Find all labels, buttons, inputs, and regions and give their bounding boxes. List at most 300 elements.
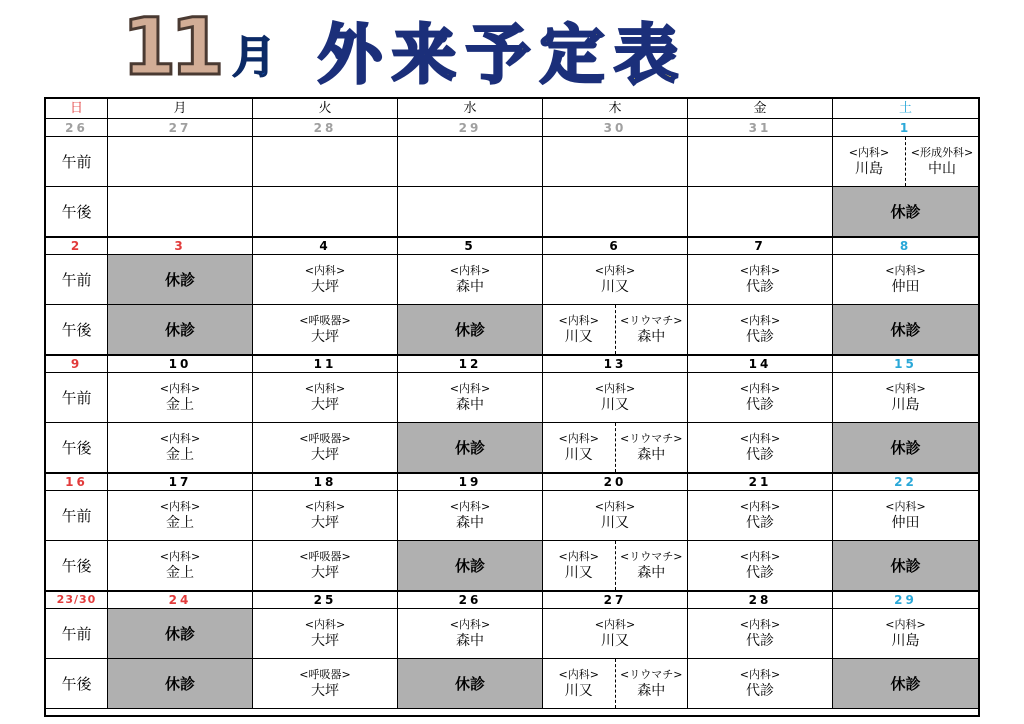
- date-cell: [833, 473, 979, 491]
- date-cell: [108, 473, 253, 491]
- doctor-name: 森中: [456, 514, 484, 531]
- date-cell: [46, 355, 108, 373]
- date-number: 28: [748, 593, 772, 607]
- split-half: [616, 305, 688, 354]
- slot-label-text: 午前: [61, 389, 92, 407]
- schedule-cell: [543, 541, 688, 591]
- department-label: <内科>: [594, 263, 636, 277]
- title-area: [0, 0, 1024, 96]
- doctor-name: 代診: [746, 514, 774, 531]
- date-number: 21: [748, 475, 772, 489]
- schedule-cell: [253, 609, 398, 659]
- date-number: 28: [313, 121, 337, 135]
- closed-label: 休診: [890, 675, 921, 693]
- date-number: 7: [754, 239, 766, 253]
- department-label: <内科>: [594, 499, 636, 513]
- schedule-cell: [398, 255, 543, 305]
- schedule-cell: [543, 373, 688, 423]
- weekday-header: [543, 99, 688, 119]
- weekday-label: 水: [463, 101, 477, 116]
- schedule-cell: [108, 423, 253, 473]
- schedule-entry: [108, 541, 252, 590]
- closed-cell: [833, 187, 979, 237]
- schedule-entry: [398, 255, 542, 304]
- schedule-cell: [108, 137, 253, 187]
- date-cell: [688, 119, 833, 137]
- date-cell: [253, 237, 398, 255]
- date-number: 18: [313, 475, 337, 489]
- schedule-entry: [833, 373, 978, 422]
- date-number: 25: [313, 593, 337, 607]
- date-number: 6: [609, 239, 621, 253]
- closed-label: 休診: [164, 321, 195, 339]
- department-label: <内科>: [304, 263, 346, 277]
- department-label: <内科>: [594, 617, 636, 631]
- date-number: 17: [168, 475, 192, 489]
- schedule-cell: [688, 373, 833, 423]
- slot-label-text: 午前: [61, 507, 92, 525]
- closed-label: 休診: [890, 203, 921, 221]
- schedule-entry: [253, 255, 397, 304]
- split-half: [616, 541, 688, 590]
- date-cell: [543, 355, 688, 373]
- doctor-name: 川又: [564, 328, 593, 345]
- split-half: [543, 541, 616, 590]
- doctor-name: 川又: [601, 396, 629, 413]
- date-number: 3: [174, 239, 186, 253]
- closed-cell: [398, 305, 543, 355]
- weekday-header: [46, 99, 108, 119]
- doctor-name: 川又: [564, 564, 593, 581]
- schedule-entry: [253, 541, 397, 590]
- schedule-cell: [688, 255, 833, 305]
- doctor-name: 川又: [601, 632, 629, 649]
- schedule-entry: [253, 423, 397, 472]
- doctor-name: 代診: [746, 632, 774, 649]
- schedule-cell: [253, 255, 398, 305]
- date-cell: [108, 119, 253, 137]
- schedule-cell: [398, 187, 543, 237]
- closed-label: 休診: [454, 321, 485, 339]
- weekday-header: [398, 99, 543, 119]
- department-label: <内科>: [885, 499, 926, 513]
- department-label: <内科>: [558, 313, 599, 327]
- closed-cell: [398, 423, 543, 473]
- date-cell: [46, 119, 108, 137]
- slot-label-text: 午後: [61, 439, 92, 457]
- slot-label: [46, 187, 108, 237]
- split-half: [543, 305, 616, 354]
- date-number: 14: [748, 357, 772, 371]
- title-month-unit: 月: [232, 32, 276, 83]
- date-number: 29: [458, 121, 482, 135]
- department-label: <内科>: [739, 313, 781, 327]
- schedule-cell: [108, 373, 253, 423]
- weekday-label: 日: [69, 101, 83, 116]
- department-label: <内科>: [449, 381, 491, 395]
- schedule-entry: [398, 609, 542, 658]
- title-main: 外来予定表: [318, 19, 688, 93]
- date-number: 8: [899, 239, 912, 253]
- doctor-name: 大坪: [311, 396, 339, 413]
- date-number: 22: [894, 475, 917, 489]
- department-label: <内科>: [885, 381, 926, 395]
- schedule-cell: [543, 255, 688, 305]
- schedule-cell: [253, 373, 398, 423]
- date-number: 24: [168, 593, 192, 607]
- slot-label-text: 午前: [61, 625, 92, 643]
- schedule-entry: [398, 373, 542, 422]
- schedule-cell: [543, 305, 688, 355]
- schedule-entry: [543, 491, 687, 540]
- doctor-name: 川島: [855, 160, 883, 177]
- date-cell: [108, 591, 253, 609]
- date-number: 2: [70, 239, 83, 253]
- date-cell: [46, 237, 108, 255]
- schedule-table: [44, 97, 980, 717]
- department-label: <内科>: [885, 617, 926, 631]
- date-number: 13: [603, 357, 627, 371]
- date-number: 12: [458, 357, 482, 371]
- department-label: <リウマチ>: [620, 667, 683, 681]
- doctor-name: 大坪: [311, 632, 339, 649]
- slot-label: [46, 491, 108, 541]
- split-entry: [543, 541, 687, 590]
- schedule-cell: [833, 609, 979, 659]
- weekday-header: [688, 99, 833, 119]
- doctor-name: 森中: [456, 396, 484, 413]
- doctor-name: 川島: [891, 632, 920, 649]
- closed-cell: [833, 659, 979, 709]
- department-label: <内科>: [739, 381, 781, 395]
- date-cell: [253, 473, 398, 491]
- schedule-cell: [688, 305, 833, 355]
- closed-cell: [833, 541, 979, 591]
- closed-label: 休診: [890, 321, 921, 339]
- date-number: 19: [458, 475, 482, 489]
- doctor-name: 大坪: [311, 328, 339, 345]
- weekday-header: [253, 99, 398, 119]
- date-number: 16: [65, 475, 88, 489]
- schedule-cell: [688, 609, 833, 659]
- slot-label: [46, 255, 108, 305]
- schedule-entry: [253, 609, 397, 658]
- schedule-cell: [253, 187, 398, 237]
- department-label: <内科>: [159, 549, 201, 563]
- schedule-entry: [398, 491, 542, 540]
- doctor-name: 仲田: [891, 514, 920, 531]
- closed-cell: [398, 659, 543, 709]
- split-entry: [543, 659, 687, 708]
- doctor-name: 大坪: [311, 278, 339, 295]
- doctor-name: 大坪: [311, 514, 339, 531]
- schedule-entry: [833, 255, 978, 304]
- department-label: <呼吸器>: [299, 667, 351, 681]
- slot-label: [46, 541, 108, 591]
- closed-label: 休診: [164, 675, 195, 693]
- schedule-cell: [253, 137, 398, 187]
- doctor-name: 大坪: [311, 446, 339, 463]
- slot-label-text: 午後: [61, 203, 92, 221]
- doctor-name: 川又: [564, 446, 593, 463]
- date-number: 27: [168, 121, 192, 135]
- schedule-cell: [253, 659, 398, 709]
- closed-cell: [833, 423, 979, 473]
- department-label: <呼吸器>: [299, 431, 351, 445]
- date-cell: [543, 119, 688, 137]
- date-number: 26: [458, 593, 482, 607]
- date-number: 20: [603, 475, 627, 489]
- department-label: <内科>: [848, 145, 890, 159]
- date-number: 4: [319, 239, 331, 253]
- split-entry: [543, 305, 687, 354]
- schedule-cell: [543, 187, 688, 237]
- date-number: 31: [748, 121, 772, 135]
- date-cell: [398, 119, 543, 137]
- slot-label-text: 午後: [61, 675, 92, 693]
- doctor-name: 金上: [166, 446, 194, 463]
- schedule-entry: [253, 659, 397, 708]
- schedule-cell: [688, 491, 833, 541]
- date-cell: [108, 355, 253, 373]
- doctor-name: 中山: [928, 160, 956, 177]
- split-half: [543, 423, 616, 472]
- slot-label: [46, 373, 108, 423]
- weekday-label: 火: [318, 101, 332, 116]
- date-number: 27: [603, 593, 627, 607]
- slot-label: [46, 137, 108, 187]
- department-label: <内科>: [739, 617, 781, 631]
- date-cell: [688, 473, 833, 491]
- split-half: [906, 137, 978, 186]
- date-number: 9: [70, 357, 83, 371]
- doctor-name: 森中: [637, 446, 666, 463]
- slot-label-text: 午後: [61, 321, 92, 339]
- doctor-name: 代診: [746, 682, 774, 699]
- schedule-cell: [253, 491, 398, 541]
- split-entry: [543, 423, 687, 472]
- schedule-cell: [398, 137, 543, 187]
- department-label: <内科>: [159, 381, 201, 395]
- schedule-cell: [543, 423, 688, 473]
- department-label: <内科>: [304, 381, 346, 395]
- doctor-name: 川島: [891, 396, 920, 413]
- slot-label: [46, 659, 108, 709]
- closed-cell: [833, 305, 979, 355]
- department-label: <形成外科>: [910, 145, 974, 159]
- department-label: <呼吸器>: [299, 313, 351, 327]
- weekday-label: 土: [898, 101, 912, 116]
- schedule-cell: [688, 659, 833, 709]
- slot-label-text: 午後: [61, 557, 92, 575]
- date-number: 1: [899, 121, 912, 135]
- schedule-entry: [688, 541, 832, 590]
- department-label: <内科>: [739, 667, 781, 681]
- schedule-entry: [543, 609, 687, 658]
- closed-label: 休診: [454, 557, 485, 575]
- doctor-name: 川又: [601, 514, 629, 531]
- schedule-cell: [833, 373, 979, 423]
- closed-label: 休診: [164, 271, 195, 289]
- schedule-cell: [543, 137, 688, 187]
- department-label: <内科>: [594, 381, 636, 395]
- title-month-number: 11: [122, 3, 219, 93]
- date-cell: [543, 473, 688, 491]
- slot-label: [46, 609, 108, 659]
- schedule-entry: [108, 373, 252, 422]
- doctor-name: 川又: [564, 682, 593, 699]
- date-cell: [833, 355, 979, 373]
- date-cell: [46, 473, 108, 491]
- schedule-cell: [543, 491, 688, 541]
- schedule-cell: [108, 187, 253, 237]
- date-cell: [253, 355, 398, 373]
- schedule-entry: [833, 491, 978, 540]
- schedule-cell: [833, 137, 979, 187]
- doctor-name: 森中: [456, 632, 484, 649]
- department-label: <リウマチ>: [620, 549, 683, 563]
- doctor-name: 仲田: [891, 278, 920, 295]
- weekday-header: [108, 99, 253, 119]
- date-cell: [398, 591, 543, 609]
- schedule-cell: [108, 491, 253, 541]
- schedule-entry: [688, 255, 832, 304]
- date-number: 26: [65, 121, 88, 135]
- date-number: 23/30: [56, 593, 97, 606]
- weekday-label: 金: [753, 101, 767, 116]
- date-cell: [46, 591, 108, 609]
- department-label: <リウマチ>: [620, 313, 683, 327]
- date-cell: [833, 237, 979, 255]
- date-cell: [253, 119, 398, 137]
- doctor-name: 森中: [637, 682, 666, 699]
- schedule-cell: [688, 137, 833, 187]
- date-cell: [688, 355, 833, 373]
- split-entry: [833, 137, 978, 186]
- doctor-name: 代診: [746, 396, 774, 413]
- closed-label: 休診: [890, 439, 921, 457]
- date-cell: [108, 237, 253, 255]
- date-number: 29: [894, 593, 917, 607]
- doctor-name: 代診: [746, 328, 774, 345]
- department-label: <内科>: [885, 263, 926, 277]
- schedule-cell: [833, 255, 979, 305]
- date-number: 30: [603, 121, 627, 135]
- schedule-cell: [688, 541, 833, 591]
- department-label: <内科>: [159, 499, 201, 513]
- department-label: <内科>: [558, 549, 599, 563]
- closed-label: 休診: [164, 625, 195, 643]
- split-half: [616, 423, 688, 472]
- doctor-name: 森中: [637, 564, 666, 581]
- schedule-entry: [108, 423, 252, 472]
- split-half: [833, 137, 906, 186]
- date-cell: [398, 237, 543, 255]
- date-cell: [833, 119, 979, 137]
- doctor-name: 金上: [166, 396, 194, 413]
- doctor-name: 代診: [746, 564, 774, 581]
- department-label: <呼吸器>: [299, 549, 351, 563]
- slot-label-text: 午前: [61, 153, 92, 171]
- schedule-cell: [833, 491, 979, 541]
- schedule-entry: [688, 423, 832, 472]
- schedule-entry: [833, 609, 978, 658]
- department-label: <リウマチ>: [620, 431, 683, 445]
- closed-label: 休診: [454, 675, 485, 693]
- schedule-entry: [253, 305, 397, 354]
- doctor-name: 代診: [746, 278, 774, 295]
- schedule-entry: [108, 491, 252, 540]
- doctor-name: 金上: [166, 564, 194, 581]
- doctor-name: 代診: [746, 446, 774, 463]
- date-cell: [398, 355, 543, 373]
- split-half: [543, 659, 616, 708]
- date-number: 5: [464, 239, 476, 253]
- department-label: <内科>: [449, 499, 491, 513]
- schedule-entry: [688, 373, 832, 422]
- closed-cell: [398, 541, 543, 591]
- doctor-name: 森中: [637, 328, 666, 345]
- date-cell: [688, 591, 833, 609]
- schedule-cell: [253, 305, 398, 355]
- weekday-label: 木: [608, 101, 622, 116]
- schedule-cell: [688, 423, 833, 473]
- weekday-label: 月: [173, 101, 187, 116]
- schedule-entry: [253, 491, 397, 540]
- doctor-name: 森中: [456, 278, 484, 295]
- schedule-entry: [688, 609, 832, 658]
- date-cell: [543, 237, 688, 255]
- slot-label-text: 午前: [61, 271, 92, 289]
- weekday-header: [833, 99, 979, 119]
- schedule-cell: [398, 491, 543, 541]
- schedule-cell: [398, 609, 543, 659]
- department-label: <内科>: [558, 667, 599, 681]
- doctor-name: 大坪: [311, 564, 339, 581]
- department-label: <内科>: [159, 431, 201, 445]
- closed-label: 休診: [454, 439, 485, 457]
- schedule-entry: [688, 305, 832, 354]
- schedule-cell: [253, 423, 398, 473]
- schedule-entry: [688, 659, 832, 708]
- closed-cell: [108, 609, 253, 659]
- schedule-cell: [398, 373, 543, 423]
- date-cell: [833, 591, 979, 609]
- schedule-entry: [688, 491, 832, 540]
- date-number: 11: [313, 357, 337, 371]
- department-label: <内科>: [449, 263, 491, 277]
- schedule-cell: [543, 609, 688, 659]
- schedule-entry: [543, 373, 687, 422]
- date-cell: [688, 237, 833, 255]
- schedule-cell: [543, 659, 688, 709]
- schedule-cell: [108, 541, 253, 591]
- department-label: <内科>: [739, 499, 781, 513]
- slot-label: [46, 423, 108, 473]
- closed-cell: [108, 305, 253, 355]
- date-number: 15: [894, 357, 917, 371]
- doctor-name: 金上: [166, 514, 194, 531]
- department-label: <内科>: [304, 499, 346, 513]
- doctor-name: 川又: [601, 278, 629, 295]
- department-label: <内科>: [739, 549, 781, 563]
- department-label: <内科>: [449, 617, 491, 631]
- schedule-entry: [253, 373, 397, 422]
- schedule-cell: [688, 187, 833, 237]
- closed-label: 休診: [890, 557, 921, 575]
- department-label: <内科>: [739, 263, 781, 277]
- date-cell: [398, 473, 543, 491]
